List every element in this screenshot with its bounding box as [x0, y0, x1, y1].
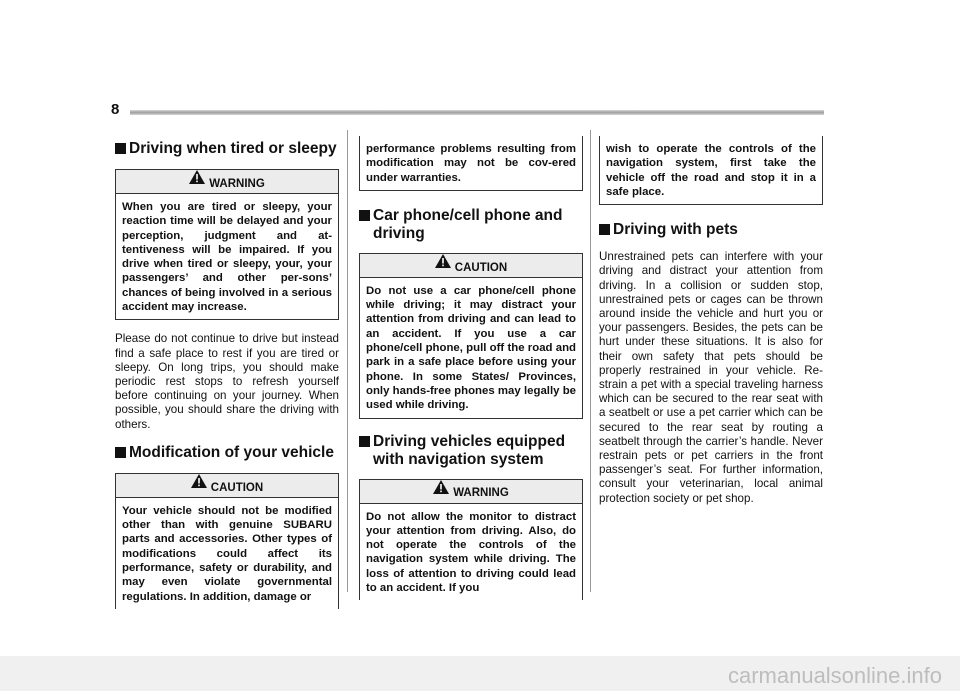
section-heading: Modification of your vehicle — [115, 444, 339, 463]
square-bullet-icon — [359, 436, 370, 447]
caution-triangle-icon — [435, 254, 451, 268]
square-bullet-icon — [359, 210, 370, 221]
section-heading: Driving vehicles equipped with navigation system — [359, 433, 583, 469]
caution-text: performance problems resulting from modification may not be cov-ered under warranties. — [366, 143, 576, 184]
caution-triangle-icon — [191, 474, 207, 488]
caution-box — [115, 473, 339, 609]
caution-text: Your vehicle should not be modified other than with genuine SUBARU parts and accessories. Other types of modifications could affect its performance, safety or durability, and may even violate governmental regulations. In addition, damage or — [122, 504, 332, 603]
column-3 — [599, 140, 823, 518]
warning-box-continued — [599, 136, 823, 205]
header-bar — [130, 110, 824, 115]
body-paragraph: Please do not continue to drive but instead find a safe place to rest if you are tired or sleepy. On long trips, you should make periodic rest stops to refresh yourself before continuing on your journey. When possible, you should share the driving with others. — [115, 332, 339, 431]
section-heading: Driving when tired or sleepy — [115, 140, 339, 159]
square-bullet-icon — [115, 143, 126, 154]
column-1 — [115, 140, 339, 609]
square-bullet-icon — [599, 224, 610, 235]
warning-box — [115, 169, 339, 320]
caution-header: CAUTION — [360, 254, 582, 278]
warning-triangle-icon — [433, 480, 449, 494]
warning-triangle-icon — [189, 170, 205, 184]
warning-text: Do not allow the monitor to distract your attention from driving. Also, do not operate the controls of the navigation system while driving. The loss of attention to driving could lead to an accident. If you — [366, 510, 576, 595]
caution-box-continued — [359, 136, 583, 191]
column-divider — [347, 130, 348, 592]
warning-box — [359, 479, 583, 601]
section-heading: Car phone/cell phone and driving — [359, 207, 583, 243]
watermark: carmanualsonline.info — [727, 663, 942, 688]
warning-header: WARNING — [360, 480, 582, 504]
column-2 — [359, 140, 583, 600]
warning-text: wish to operate the controls of the navigation system, first take the vehicle off the road and stop it in a safe place. — [606, 143, 816, 198]
body-paragraph: Unrestrained pets can interfere with your driving and distract your attention from driving. In a collision or sudden stop, unrestrained pets or cages can be thrown around inside the vehicle and hurt you or your passengers. Besides, the pets can be hurt under these situations. It is also for their own safety that pets should be properly restrained in your vehicle. Re-strain a pet with a special traveling harness which can be secured to the rear seat with a seatbelt or use a pet carrier which can be secured to the rear seat by routing a seatbelt through the carrier’s handle. Never restrain pets or pet carriers in the front passenger’s seat. For further information, consult your veterinarian, local animal protection society or pet shop. — [599, 250, 823, 505]
caution-box — [359, 253, 583, 419]
caution-header: CAUTION — [116, 474, 338, 498]
section-heading: Driving with pets — [599, 221, 823, 240]
caution-text: Do not use a car phone/cell phone while driving; it may distract your attention from driving and can lead to an accident. If you use a car phone/cell phone, pull off the road and park in a safe place before using your phone. In some States/ Provinces, only hands-free phones may legally be used while driving. — [366, 284, 576, 412]
column-divider — [590, 130, 591, 592]
page-number: 8 — [111, 101, 120, 118]
warning-header: WARNING — [116, 170, 338, 194]
warning-text: When you are tired or sleepy, your reaction time will be delayed and your perception, judgment and at-tentiveness will be impaired. If you drive when tired or sleepy, your, your passengers’ and other per-sons’ chances of being involved in a serious accident may increase. — [122, 201, 332, 314]
square-bullet-icon — [115, 447, 126, 458]
